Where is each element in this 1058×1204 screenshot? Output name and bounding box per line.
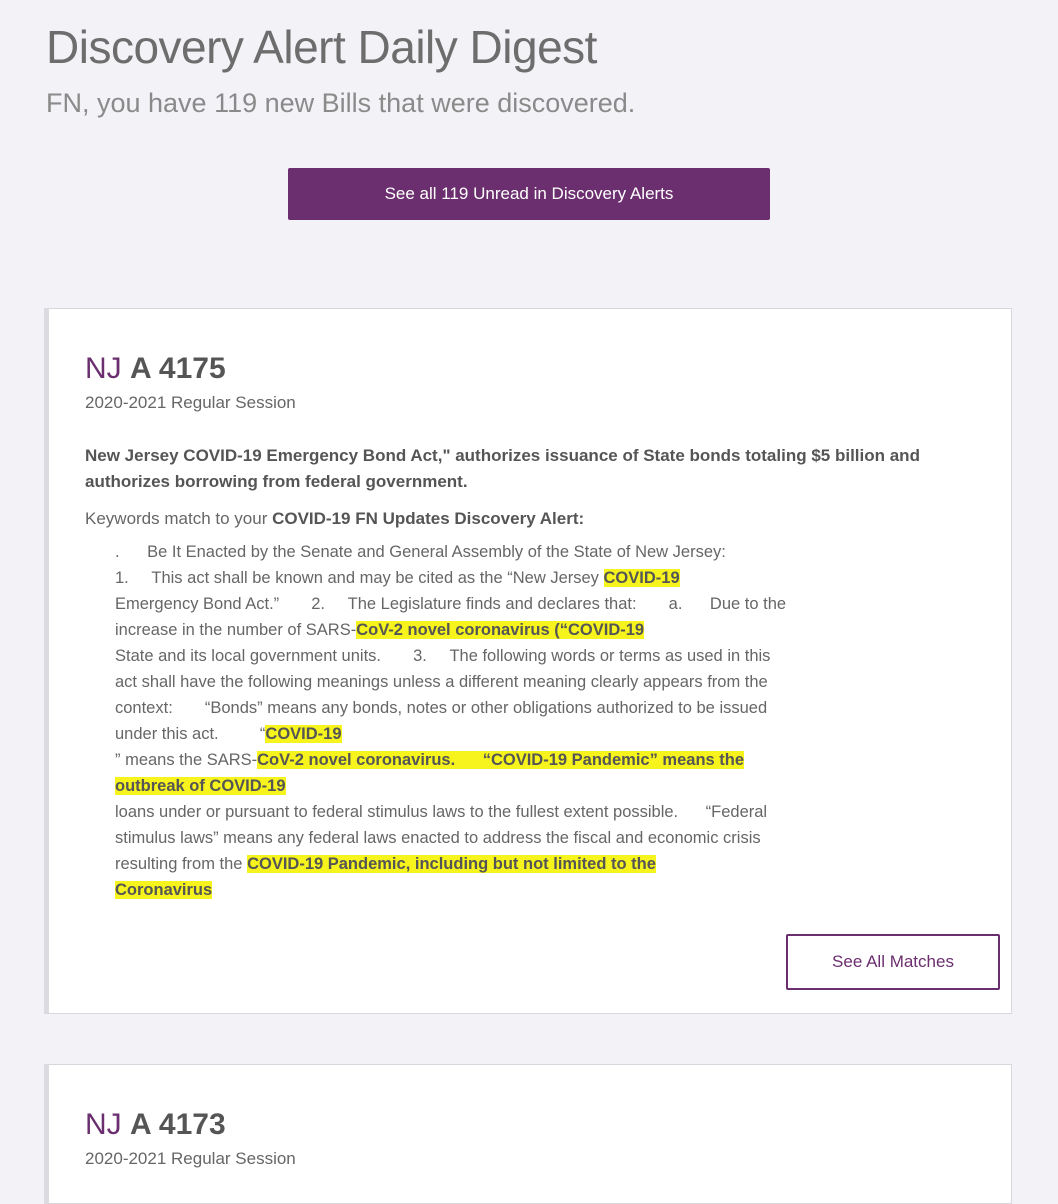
excerpt-text: under this act. “ xyxy=(115,725,266,743)
keywords-match-line xyxy=(85,509,584,529)
excerpt-line xyxy=(115,851,805,877)
keyword-highlight: Coronavirus xyxy=(115,881,213,899)
excerpt-line xyxy=(115,721,805,747)
excerpt-line xyxy=(115,825,805,851)
keyword-highlight: CoV-2 novel coronavirus (“COVID-19 xyxy=(356,621,645,639)
see-all-unread-button[interactable]: See all 119 Unread in Discovery Alerts xyxy=(288,168,770,220)
bill-session: 2020-2021 Regular Session xyxy=(85,1149,296,1168)
excerpt-line xyxy=(115,539,805,565)
page-subtitle: FN, you have 119 new Bills that were discovered. xyxy=(46,88,636,118)
excerpt-line xyxy=(115,617,805,643)
excerpt-text: State and its local government units. 3. The following words or terms as used in this xyxy=(115,647,771,665)
bill-heading[interactable] xyxy=(85,1107,226,1143)
keyword-highlight: COVID-19 xyxy=(265,725,342,743)
keyword-highlight: outbreak of COVID-19 xyxy=(115,777,286,795)
excerpt-text: 1. This act shall be known and may be cited as the “New Jersey xyxy=(115,569,604,587)
keyword-highlight: COVID-19 xyxy=(603,569,680,587)
see-all-matches-button[interactable]: See All Matches xyxy=(786,934,1000,990)
keywords-prefix: Keywords match to your xyxy=(85,509,273,528)
excerpt-text: resulting from the xyxy=(115,855,248,873)
bill-number: A 4175 xyxy=(130,352,226,385)
excerpt-line xyxy=(115,669,805,695)
bill-state: NJ xyxy=(85,1108,122,1141)
excerpt-line xyxy=(115,773,805,799)
excerpt-text: ” means the SARS- xyxy=(115,751,258,769)
bill-heading[interactable] xyxy=(85,351,226,387)
excerpt-line xyxy=(115,799,805,825)
bill-title: New Jersey COVID-19 Emergency Bond Act," authorizes issuance of State bonds totaling $5 billion and authorizes borrowing from federal government. xyxy=(85,446,920,491)
excerpt-line xyxy=(115,565,805,591)
excerpt-line xyxy=(115,695,805,721)
excerpt-line xyxy=(115,747,805,773)
keywords-alert-name: COVID-19 FN Updates Discovery Alert: xyxy=(272,509,585,528)
excerpt-text: act shall have the following meanings unless a different meaning clearly appears from the xyxy=(115,673,768,691)
excerpt-line xyxy=(115,591,805,617)
keyword-highlight: COVID-19 Pandemic, including but not limited to the xyxy=(247,855,656,873)
bill-number: A 4173 xyxy=(130,1108,226,1141)
excerpt-text: context: “Bonds” means any bonds, notes or other obligations authorized to be issued xyxy=(115,699,768,717)
excerpt-line xyxy=(115,643,805,669)
bill-card xyxy=(44,1064,1012,1204)
page-title: Discovery Alert Daily Digest xyxy=(46,21,597,73)
excerpt-text: increase in the number of SARS- xyxy=(115,621,357,639)
excerpt-text: stimulus laws” means any federal laws enacted to address the fiscal and economic crisis xyxy=(115,829,761,847)
bill-excerpt xyxy=(115,539,805,903)
bill-session: 2020-2021 Regular Session xyxy=(85,393,296,412)
keyword-highlight: CoV-2 novel coronavirus. “COVID-19 Pandemic” means the xyxy=(257,751,745,769)
bill-card xyxy=(44,308,1012,1014)
excerpt-line xyxy=(115,877,805,903)
excerpt-text: loans under or pursuant to federal stimulus laws to the fullest extent possible. “Federal xyxy=(115,803,768,821)
excerpt-text: Emergency Bond Act.” 2. The Legislature finds and declares that: a. Due to the xyxy=(115,595,787,613)
excerpt-text: . Be It Enacted by the Senate and General Assembly of the State of New Jersey: xyxy=(115,543,726,561)
bill-state: NJ xyxy=(85,352,122,385)
